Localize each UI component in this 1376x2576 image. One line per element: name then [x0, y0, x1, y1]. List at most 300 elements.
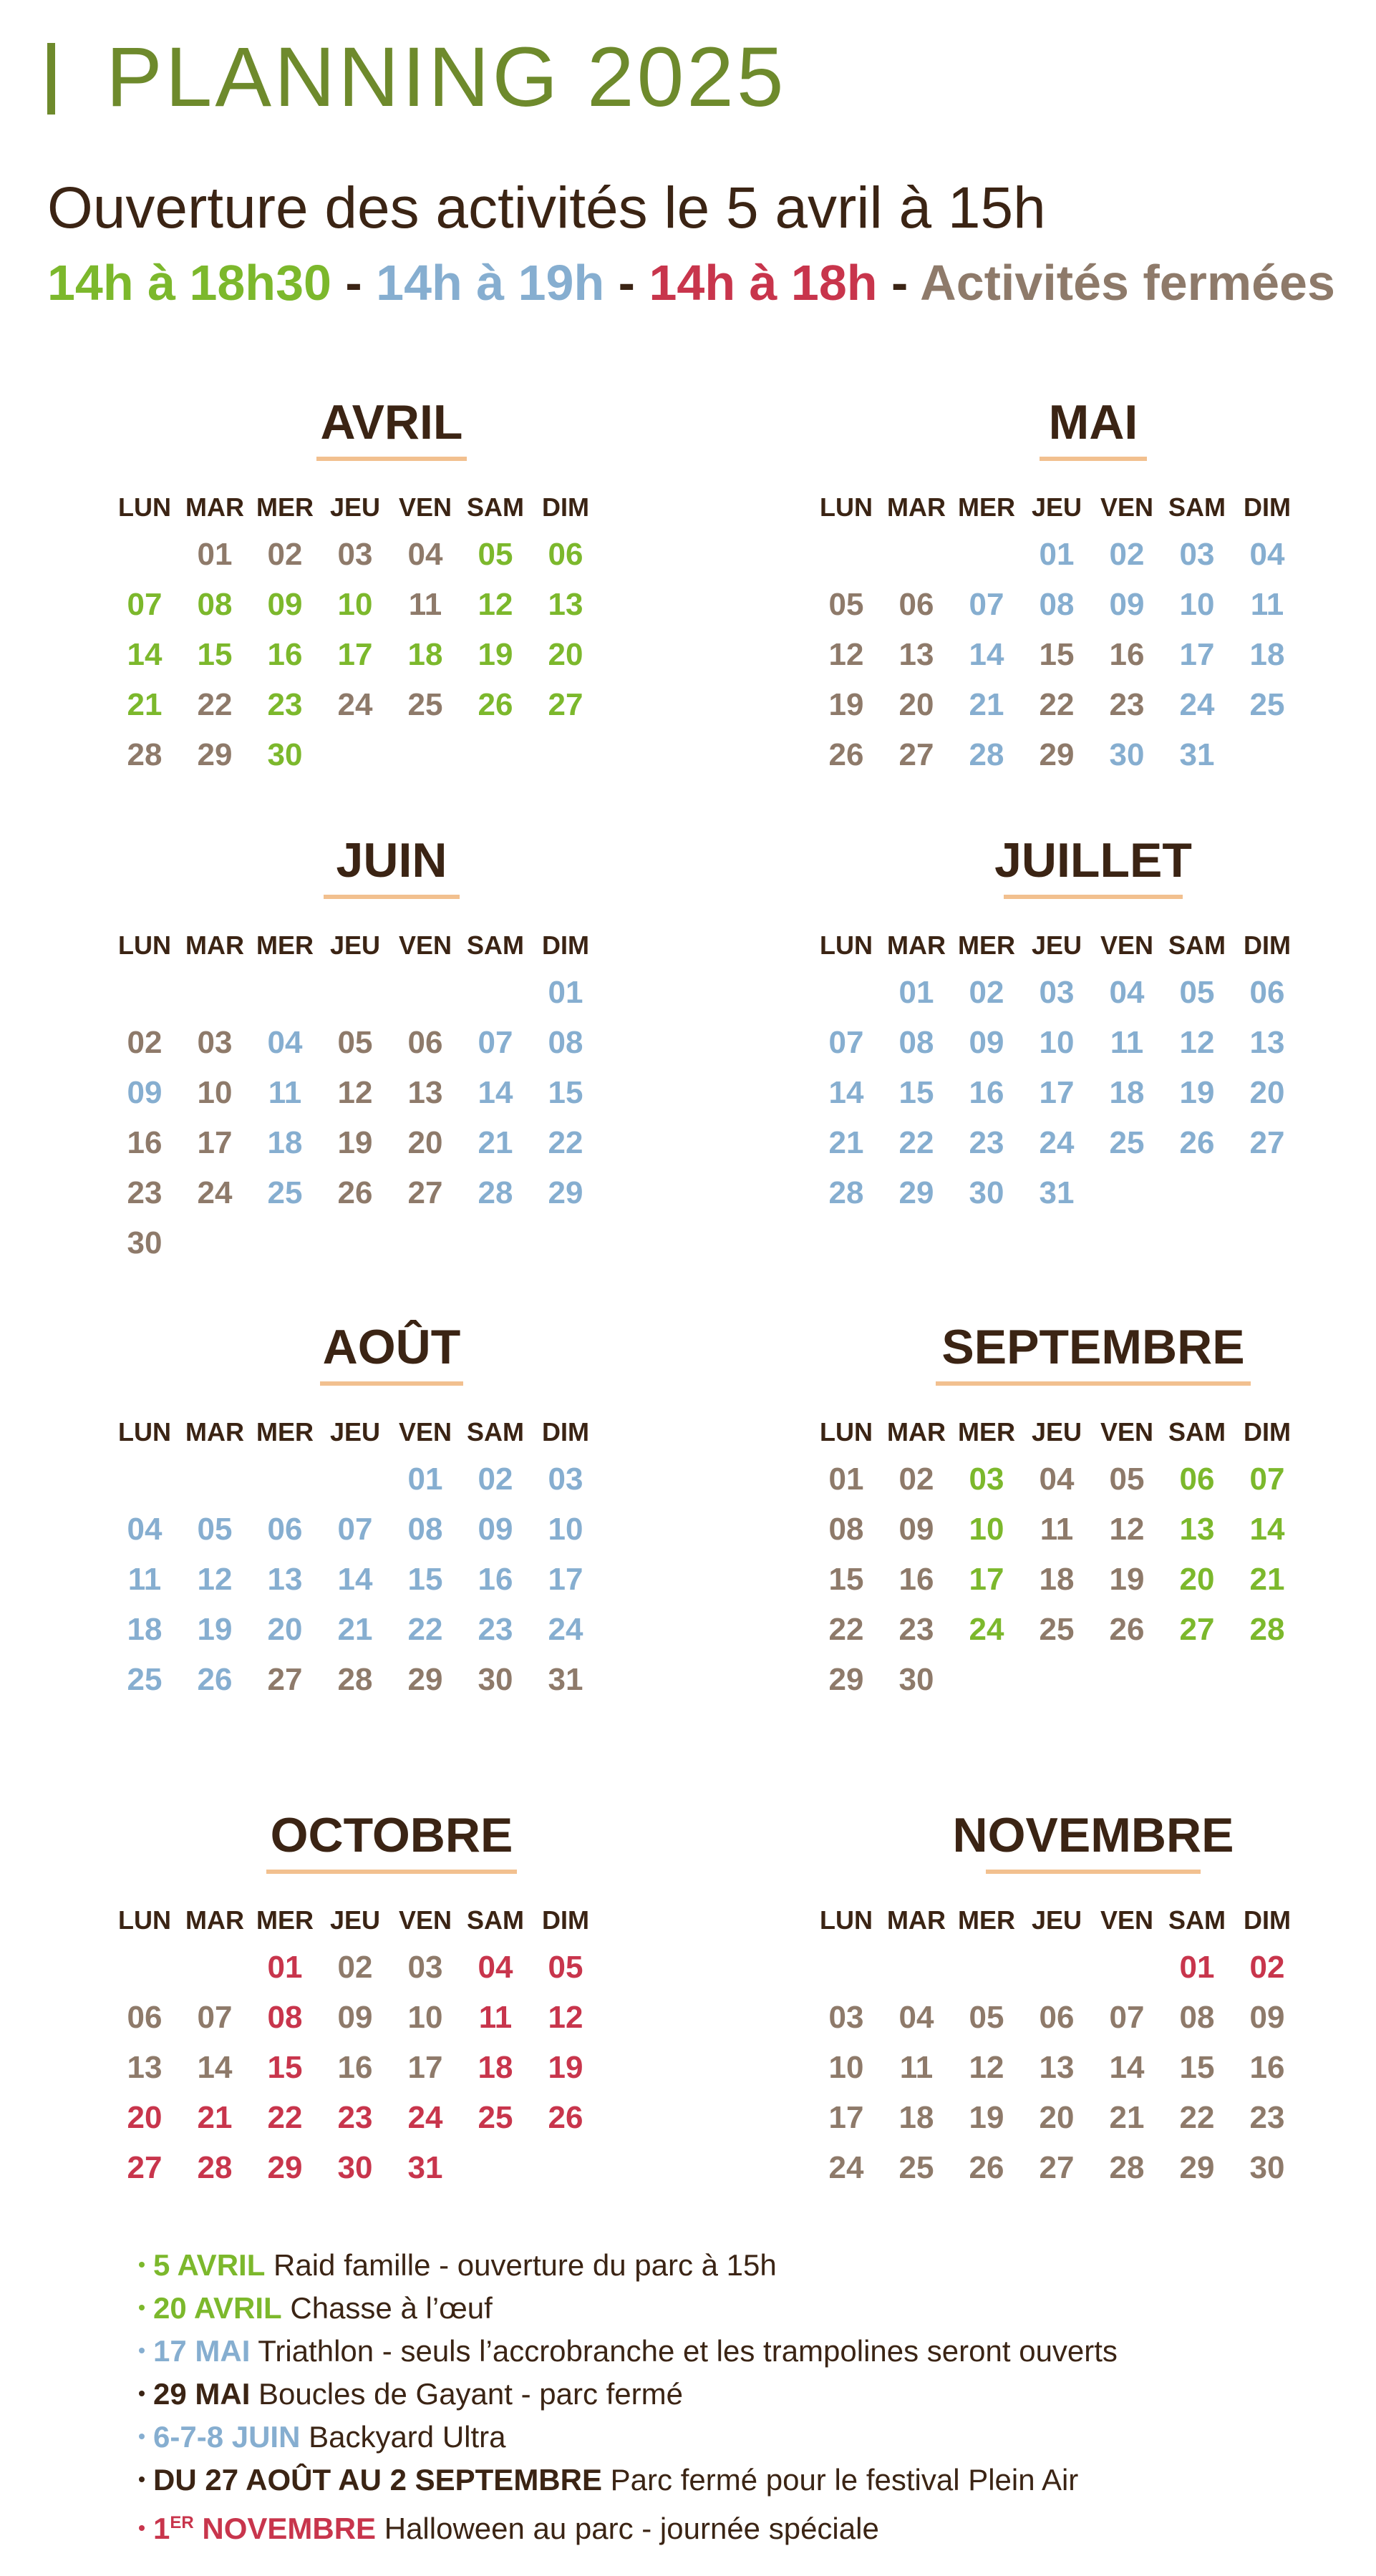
title-accent-bar [47, 43, 55, 115]
calendar-day: 09 [898, 1512, 934, 1547]
bullet-icon [139, 2262, 145, 2268]
calendar-day: 17 [1179, 637, 1215, 672]
calendar-day: 12 [337, 1075, 373, 1110]
calendar-grid [98, 1410, 685, 1705]
weekday-label: MAR [185, 930, 244, 960]
calendar-day: 22 [1179, 2100, 1215, 2135]
calendar-day: 28 [127, 737, 163, 772]
calendar-day: 13 [548, 587, 583, 622]
calendar-day: 21 [1109, 2100, 1145, 2135]
week-row [98, 1605, 685, 1655]
calendar-day: 19 [548, 2050, 583, 2085]
calendar-day: 12 [548, 2000, 583, 2035]
calendar-day: 18 [1249, 637, 1285, 672]
calendar-day: 15 [407, 1562, 443, 1597]
weekday-label: MAR [185, 1417, 244, 1447]
calendar-day: 23 [1249, 2100, 1285, 2135]
calendar-day: 20 [548, 637, 583, 672]
calendar-day: 11 [478, 2000, 513, 2035]
week-row [98, 680, 685, 730]
calendar-day: 30 [969, 1175, 1004, 1210]
calendar-day: 17 [828, 2100, 864, 2135]
event-date: 17 MAI [153, 2334, 251, 2368]
week-row [98, 2093, 685, 2143]
calendar-day: 05 [197, 1512, 233, 1547]
weekday-label: DIM [1244, 930, 1291, 960]
week-row [800, 730, 1376, 780]
calendar-grid [800, 1898, 1376, 2193]
weekday-label: JEU [329, 930, 381, 960]
weekday-label: MER [958, 1417, 1015, 1447]
month-name: MAI [1048, 395, 1138, 449]
bullet-icon [139, 2434, 145, 2439]
calendar-day: 12 [1179, 1025, 1215, 1060]
calendar-day: 08 [197, 587, 233, 622]
month-name: AOÛT [322, 1320, 461, 1374]
week-row [800, 1605, 1376, 1655]
week-row [98, 2043, 685, 2093]
calendar-grid [800, 1410, 1376, 1705]
week-row [98, 1454, 685, 1505]
weekday-header-row [98, 923, 685, 968]
calendar-day: 22 [407, 1612, 443, 1647]
calendar-day: 01 [407, 1462, 443, 1497]
calendar-day: 01 [197, 537, 233, 572]
calendar-day: 22 [828, 1612, 864, 1647]
calendar-day: 06 [407, 1025, 443, 1060]
calendar-day: 16 [337, 2050, 373, 2085]
calendar-day: 14 [197, 2050, 233, 2085]
calendar-day: 31 [548, 1662, 583, 1697]
calendar-day: 16 [127, 1125, 163, 1160]
calendar-day: 09 [1249, 2000, 1285, 2035]
weekday-label: VEN [398, 930, 452, 960]
calendar-day: 01 [898, 975, 934, 1010]
calendar-day: 25 [898, 2150, 934, 2185]
calendar-day: 20 [407, 1125, 443, 1160]
calendar-day: 13 [267, 1562, 303, 1597]
calendar-day: 15 [898, 1075, 934, 1110]
calendar-day: 13 [407, 1075, 443, 1110]
weekday-label: LUN [118, 930, 171, 960]
calendar-day: 26 [478, 687, 513, 722]
calendar-day: 18 [478, 2050, 513, 2085]
bullet-icon [139, 2348, 145, 2353]
calendar-day: 30 [1109, 737, 1145, 772]
calendar-day: 15 [548, 1075, 583, 1110]
calendar-day: 28 [478, 1175, 513, 1210]
weekday-label: MAR [887, 930, 946, 960]
month-calendar [98, 832, 685, 1268]
event-date: 5 AVRIL [153, 2248, 266, 2282]
calendar-day: 29 [1039, 737, 1075, 772]
calendar-day: 01 [267, 1950, 303, 1985]
calendar-day: 18 [127, 1612, 163, 1647]
calendar-day: 24 [337, 687, 373, 722]
calendar-day: 12 [969, 2050, 1004, 2085]
month-underline [936, 1381, 1251, 1386]
weekday-label: JEU [1031, 1905, 1082, 1935]
event-item [139, 2459, 1118, 2502]
week-row [800, 630, 1376, 680]
calendar-day: 29 [267, 2150, 303, 2185]
weekday-header-row [800, 485, 1376, 530]
calendar-day: 24 [1179, 687, 1215, 722]
calendar-day: 06 [548, 537, 583, 572]
calendar-day: 25 [1039, 1612, 1075, 1647]
calendar-day: 30 [478, 1662, 513, 1697]
calendar-day: 24 [407, 2100, 443, 2135]
weekday-label: SAM [467, 1417, 524, 1447]
weekday-label: JEU [329, 492, 381, 522]
calendar-day: 09 [1109, 587, 1145, 622]
event-date: 1ER NOVEMBRE [153, 2512, 377, 2545]
weekday-label: DIM [542, 930, 589, 960]
week-row [800, 2143, 1376, 2193]
week-row [98, 530, 685, 580]
weekday-label: MAR [887, 492, 946, 522]
calendar-grid [800, 923, 1376, 1218]
weekday-header-row [800, 1410, 1376, 1454]
event-date: 6-7-8 JUIN [153, 2420, 301, 2454]
week-row [800, 2043, 1376, 2093]
calendar-day: 26 [548, 2100, 583, 2135]
calendar-day: 28 [337, 1662, 373, 1697]
calendar-day: 08 [407, 1512, 443, 1547]
month-calendar [800, 1318, 1376, 1705]
weekday-label: MER [256, 1417, 314, 1447]
calendar-day: 31 [407, 2150, 443, 2185]
calendar-day: 13 [1039, 2050, 1075, 2085]
week-row [98, 1068, 685, 1118]
weekday-label: MER [958, 930, 1015, 960]
weekday-label: JEU [1031, 930, 1082, 960]
event-item [139, 2502, 1118, 2550]
calendar-day: 25 [267, 1175, 303, 1210]
week-row [800, 1993, 1376, 2043]
week-row [800, 1454, 1376, 1505]
calendar-day: 06 [267, 1512, 303, 1547]
month-underline [266, 1870, 517, 1874]
week-row [98, 580, 685, 630]
weekday-label: VEN [398, 1417, 452, 1447]
calendar-day: 20 [1179, 1562, 1215, 1597]
calendar-day: 15 [1179, 2050, 1215, 2085]
calendar-day: 12 [828, 637, 864, 672]
weekday-label: LUN [118, 492, 171, 522]
calendar-day: 05 [1109, 1462, 1145, 1497]
weekday-label: MAR [185, 1905, 244, 1935]
month-name: SEPTEMBRE [941, 1320, 1245, 1374]
calendar-day: 17 [969, 1562, 1004, 1597]
week-row [98, 1505, 685, 1555]
calendar-day: 01 [1179, 1950, 1215, 1985]
calendar-day: 30 [1249, 2150, 1285, 2185]
event-item [139, 2287, 1118, 2330]
calendar-day: 08 [1039, 587, 1075, 622]
legend-item-green: 14h à 18h30 [47, 255, 331, 311]
calendar-day: 04 [407, 537, 443, 572]
month-name: NOVEMBRE [952, 1808, 1234, 1862]
calendar-day: 24 [1039, 1125, 1075, 1160]
week-row [800, 968, 1376, 1018]
weekday-label: VEN [1100, 1417, 1154, 1447]
calendar-day: 26 [337, 1175, 373, 1210]
calendar-day: 25 [407, 687, 443, 722]
calendar-day: 02 [127, 1025, 163, 1060]
week-row [98, 630, 685, 680]
calendar-day: 25 [1249, 687, 1285, 722]
calendar-day: 14 [1249, 1512, 1285, 1547]
weekday-label: DIM [542, 492, 589, 522]
calendar-day: 06 [127, 2000, 163, 2035]
month-calendar [800, 1807, 1376, 2193]
calendar-day: 02 [969, 975, 1004, 1010]
calendar-day: 26 [828, 737, 864, 772]
calendar-day: 09 [267, 587, 303, 622]
calendar-day: 23 [267, 687, 303, 722]
calendar-day: 24 [197, 1175, 233, 1210]
calendar-day: 05 [337, 1025, 373, 1060]
calendar-day: 24 [969, 1612, 1004, 1647]
weekday-header-row [800, 923, 1376, 968]
week-row [800, 1068, 1376, 1118]
calendar-day: 06 [1179, 1462, 1215, 1497]
month-calendar [800, 394, 1376, 780]
week-row [800, 1555, 1376, 1605]
weekday-label: VEN [1100, 1905, 1154, 1935]
calendar-day: 27 [267, 1662, 303, 1697]
week-row [800, 1943, 1376, 1993]
calendar-day: 30 [337, 2150, 373, 2185]
calendar-day: 08 [898, 1025, 934, 1060]
calendar-day: 04 [898, 2000, 934, 2035]
events-list [139, 2244, 1118, 2550]
calendar-day: 20 [898, 687, 934, 722]
week-row [800, 1655, 1376, 1705]
month-underline [324, 895, 460, 899]
calendar-day: 08 [267, 2000, 303, 2035]
calendar-day: 18 [407, 637, 443, 672]
calendar-day: 10 [337, 587, 373, 622]
calendar-day: 30 [267, 737, 303, 772]
calendar-day: 15 [828, 1562, 864, 1597]
legend-item-gray: Activités fermées [920, 255, 1335, 311]
calendar-day: 28 [969, 737, 1004, 772]
month-calendar [98, 1807, 685, 2193]
calendar-day: 14 [478, 1075, 513, 1110]
weekday-label: LUN [820, 492, 873, 522]
calendar-day: 10 [407, 2000, 443, 2035]
month-name: AVRIL [320, 395, 463, 449]
calendar-day: 21 [969, 687, 1004, 722]
event-item [139, 2330, 1118, 2373]
event-item [139, 2244, 1118, 2287]
calendar-day: 19 [478, 637, 513, 672]
calendar-day: 16 [1249, 2050, 1285, 2085]
calendar-day: 10 [969, 1512, 1004, 1547]
weekday-label: VEN [1100, 930, 1154, 960]
calendar-day: 07 [478, 1025, 513, 1060]
calendar-day: 21 [337, 1612, 373, 1647]
calendar-day: 03 [407, 1950, 443, 1985]
legend-separator: - [877, 255, 921, 311]
legend-item-red: 14h à 18h [649, 255, 878, 311]
page-subtitle: Ouverture des activités le 5 avril à 15h [47, 175, 1046, 240]
legend-separator: - [331, 255, 377, 311]
week-row [98, 1218, 685, 1268]
calendar-grid [98, 923, 685, 1268]
weekday-label: LUN [820, 1905, 873, 1935]
weekday-label: MER [958, 492, 1015, 522]
weekday-label: SAM [1168, 1417, 1226, 1447]
calendar-day: 12 [478, 587, 513, 622]
week-row [800, 680, 1376, 730]
calendar-day: 03 [197, 1025, 233, 1060]
calendar-day: 28 [1249, 1612, 1285, 1647]
calendar-day: 07 [969, 587, 1004, 622]
week-row [98, 968, 685, 1018]
week-row [800, 1168, 1376, 1218]
weekday-label: MER [256, 930, 314, 960]
weekday-label: SAM [467, 930, 524, 960]
calendar-day: 21 [127, 687, 163, 722]
weekday-label: SAM [1168, 492, 1226, 522]
calendar-day: 25 [478, 2100, 513, 2135]
weekday-label: JEU [329, 1417, 381, 1447]
calendar-day: 27 [407, 1175, 443, 1210]
calendar-day: 05 [1179, 975, 1215, 1010]
calendar-day: 02 [478, 1462, 513, 1497]
calendar-day: 11 [127, 1562, 162, 1597]
calendar-day: 16 [898, 1562, 934, 1597]
calendar-day: 13 [1249, 1025, 1285, 1060]
calendar-day: 27 [1249, 1125, 1285, 1160]
week-row [98, 2143, 685, 2193]
hours-legend [47, 254, 1335, 311]
week-row [98, 730, 685, 780]
calendar-day: 30 [898, 1662, 934, 1697]
weekday-label: LUN [820, 930, 873, 960]
calendar-day: 29 [898, 1175, 934, 1210]
calendar-day: 05 [478, 537, 513, 572]
weekday-label: MER [256, 1905, 314, 1935]
calendar-day: 04 [1249, 537, 1285, 572]
calendar-day: 18 [1109, 1075, 1145, 1110]
week-row [98, 1168, 685, 1218]
calendar-day: 06 [1249, 975, 1285, 1010]
weekday-label: MAR [887, 1905, 946, 1935]
calendar-day: 09 [478, 1512, 513, 1547]
calendar-day: 17 [197, 1125, 233, 1160]
week-row [800, 2093, 1376, 2143]
week-row [98, 1555, 685, 1605]
calendar-day: 11 [1040, 1512, 1074, 1547]
event-date: 29 MAI [153, 2377, 251, 2411]
bullet-icon [139, 2525, 145, 2531]
calendar-day: 31 [1039, 1175, 1075, 1210]
calendar-day: 16 [969, 1075, 1004, 1110]
calendar-day: 09 [969, 1025, 1004, 1060]
calendar-day: 04 [127, 1512, 163, 1547]
calendar-day: 21 [478, 1125, 513, 1160]
calendar-day: 26 [969, 2150, 1004, 2185]
calendar-day: 29 [197, 737, 233, 772]
calendar-day: 23 [969, 1125, 1004, 1160]
calendar-day: 08 [1179, 2000, 1215, 2035]
calendar-day: 10 [197, 1075, 233, 1110]
calendar-day: 27 [548, 687, 583, 722]
calendar-day: 21 [197, 2100, 233, 2135]
month-underline [986, 1870, 1201, 1874]
calendar-day: 29 [1179, 2150, 1215, 2185]
calendar-day: 24 [828, 2150, 864, 2185]
event-item [139, 2373, 1118, 2416]
calendar-day: 23 [337, 2100, 373, 2135]
calendar-grid [98, 1898, 685, 2193]
weekday-label: MER [256, 492, 314, 522]
calendar-day: 01 [1039, 537, 1075, 572]
calendar-day: 26 [1179, 1125, 1215, 1160]
calendar-day: 21 [828, 1125, 864, 1160]
calendar-day: 17 [337, 637, 373, 672]
calendar-day: 10 [1179, 587, 1215, 622]
calendar-day: 08 [548, 1025, 583, 1060]
calendar-day: 23 [1109, 687, 1145, 722]
calendar-day: 02 [337, 1950, 373, 1985]
calendar-day: 24 [548, 1612, 583, 1647]
calendar-day: 19 [197, 1612, 233, 1647]
month-calendar [98, 394, 685, 780]
calendar-day: 14 [969, 637, 1004, 672]
calendar-day: 16 [267, 637, 303, 672]
calendar-day: 13 [127, 2050, 163, 2085]
legend-separator: - [604, 255, 649, 311]
weekday-label: LUN [118, 1905, 171, 1935]
calendar-day: 18 [898, 2100, 934, 2135]
week-row [98, 1943, 685, 1993]
bullet-icon [139, 2477, 145, 2482]
calendar-day: 07 [197, 2000, 233, 2035]
weekday-label: DIM [1244, 1905, 1291, 1935]
calendar-day: 03 [548, 1462, 583, 1497]
calendar-day: 14 [337, 1562, 373, 1597]
calendar-day: 22 [267, 2100, 303, 2135]
event-description: Triathlon - seuls l’accrobranche et les trampolines seront ouverts [250, 2334, 1118, 2368]
calendar-day: 17 [1039, 1075, 1075, 1110]
calendar-day: 27 [898, 737, 934, 772]
weekday-label: MAR [185, 492, 244, 522]
event-description: Backyard Ultra [300, 2420, 506, 2454]
calendar-day: 27 [127, 2150, 163, 2185]
calendar-day: 25 [1109, 1125, 1145, 1160]
weekday-label: VEN [1100, 492, 1154, 522]
calendar-day: 17 [548, 1562, 583, 1597]
calendar-day: 22 [197, 687, 233, 722]
event-date: 20 AVRIL [153, 2291, 282, 2325]
weekday-header-row [98, 485, 685, 530]
weekday-label: SAM [467, 492, 524, 522]
calendar-day: 06 [1039, 2000, 1075, 2035]
calendar-day: 07 [1249, 1462, 1285, 1497]
weekday-label: VEN [398, 1905, 452, 1935]
calendar-day: 02 [267, 537, 303, 572]
month-calendar [98, 1318, 685, 1705]
weekday-label: MER [958, 1905, 1015, 1935]
weekday-label: JEU [329, 1905, 381, 1935]
event-description: Chasse à l’œuf [281, 2291, 493, 2325]
calendar-day: 26 [1109, 1612, 1145, 1647]
